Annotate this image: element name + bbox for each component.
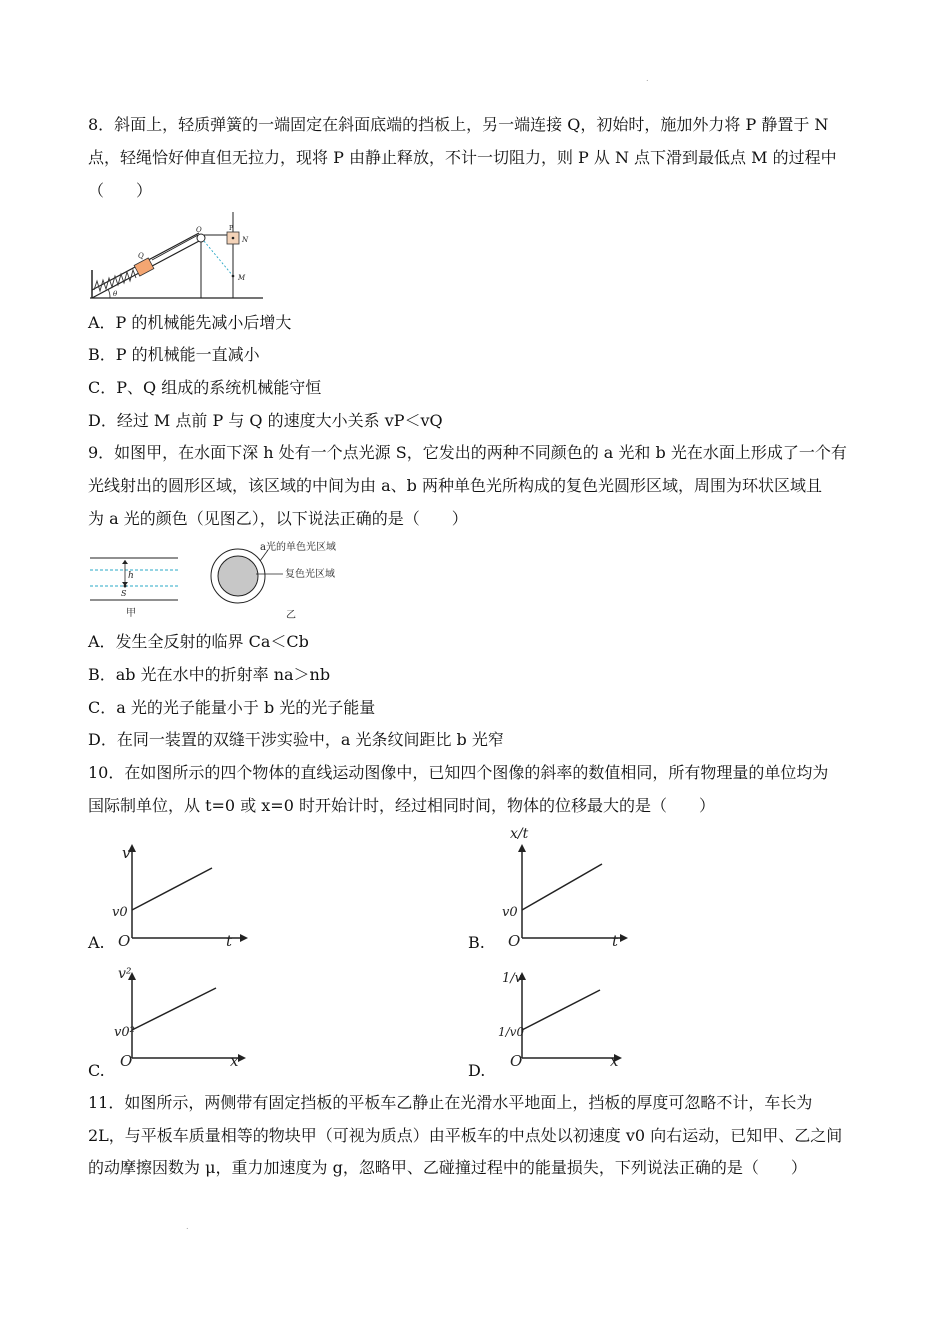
q9-label-a-region: a光的单色光区域 bbox=[260, 542, 336, 553]
q10-graph-d-intercept: 1/v0 bbox=[498, 1025, 525, 1039]
q10-graph-b-origin: O bbox=[508, 932, 521, 950]
q10-graph-c-origin: O bbox=[120, 1052, 133, 1070]
q8-label-Q: Q bbox=[138, 252, 144, 260]
q9-label-mixed-region: 复色光区域 bbox=[285, 569, 335, 580]
q10-graph-d-y-axis: 1/v bbox=[502, 971, 522, 986]
q8-stem-line1: 8．斜面上，轻质弹簧的一端固定在斜面底端的挡板上，另一端连接 Q，初始时，施加外力将 P 静置于 N bbox=[88, 115, 829, 134]
q10-graph-d-origin: O bbox=[510, 1052, 523, 1070]
scan-dot: . bbox=[646, 74, 649, 83]
q11-stem-line1: 11．如图所示，两侧带有固定挡板的平板车乙静止在光滑水平地面上，挡板的厚度可忽略不计，车长为 bbox=[88, 1093, 813, 1112]
q10-graph-c-y-axis: v² bbox=[118, 966, 132, 982]
q10-graph-a-intercept: v0 bbox=[112, 905, 128, 920]
q9-option-b: B．ab 光在水中的折射率 na＞nb bbox=[88, 665, 331, 684]
q9-label-h: h bbox=[128, 571, 134, 581]
q8-label-theta: θ bbox=[113, 290, 118, 298]
q8-option-d: D．经过 M 点前 P 与 Q 的速度大小关系 vP＜vQ bbox=[88, 411, 443, 430]
q11-stem-line3: 的动摩擦因数为 μ，重力加速度为 g，忽略甲、乙碰撞过程中的能量损失，下列说法正确的是（ ） bbox=[88, 1158, 807, 1177]
q9-option-c: C．a 光的光子能量小于 b 光的光子能量 bbox=[88, 698, 376, 717]
q10-graph-a-origin: O bbox=[118, 932, 131, 950]
q10-stem-line2: 国际制单位，从 t=0 或 x=0 时开始计时，经过相同时间，物体的位移最大的是（ ） bbox=[88, 796, 715, 815]
q10-graph-d bbox=[496, 960, 636, 1070]
q10-graph-c-intercept: v0² bbox=[114, 1025, 135, 1040]
q10-stem-line1: 10．在如图所示的四个物体的直线运动图像中，已知四个图像的斜率的数值相同，所有物理量的单位均为 bbox=[88, 763, 829, 782]
q10-graph-c bbox=[110, 960, 250, 1070]
q9-label-S: S bbox=[121, 589, 127, 598]
q8-option-b: B．P 的机械能一直减小 bbox=[88, 345, 260, 364]
q8-stem-line3: （ ） bbox=[88, 181, 153, 200]
q8-option-c: C．P、Q 组成的系统机械能守恒 bbox=[88, 378, 322, 397]
q8-label-O: O bbox=[196, 226, 202, 234]
q9-stem-line2: 光线射出的圆形区域，该区域的中间为由 a、b 两种单色光所构成的复色光圆形区域，周围为环状区域且 bbox=[88, 476, 822, 495]
q11-stem-line2: 2L，与平板车质量相等的物块甲（可视为质点）由平板车的中点处以初速度 v0 向右运动，已知甲、乙之间 bbox=[88, 1126, 843, 1145]
q10-graph-b-x-axis: t bbox=[612, 932, 619, 950]
q10-graph-a bbox=[110, 840, 250, 950]
q8-label-N: N bbox=[242, 236, 249, 244]
q10-graph-a-label: A. bbox=[88, 933, 105, 952]
q8-label-P: P bbox=[229, 225, 234, 232]
q10-graph-c-label: C. bbox=[88, 1061, 105, 1080]
q9-label-yi: 乙 bbox=[286, 610, 296, 621]
q9-option-a: A．发生全反射的临界 Ca＜Cb bbox=[88, 632, 309, 651]
q8-label-M: M bbox=[238, 274, 246, 282]
q10-graph-b-label: B. bbox=[468, 933, 485, 952]
q10-graph-d-x-axis: x bbox=[610, 1052, 619, 1070]
q9-light-source-figure bbox=[88, 536, 378, 624]
scan-dot-bottom: . bbox=[186, 1222, 189, 1231]
q9-stem-line3: 为 a 光的颜色（见图乙），以下说法正确的是（ ） bbox=[88, 509, 468, 528]
q8-stem-line2: 点，轻绳恰好伸直但无拉力，现将 P 由静止释放，不计一切阻力，则 P 从 N 点下滑到最低点 M 的过程中 bbox=[88, 148, 837, 167]
q10-graph-a-y-axis: v bbox=[122, 844, 131, 862]
q10-graph-d-label: D. bbox=[468, 1061, 486, 1080]
q10-graph-b-intercept: v0 bbox=[502, 905, 518, 920]
q8-option-a: A．P 的机械能先减小后增大 bbox=[88, 313, 292, 332]
q9-stem-line1: 9．如图甲，在水面下深 h 处有一个点光源 S，它发出的两种不同颜色的 a 光和 b 光在水面上形成了一个有 bbox=[88, 443, 847, 462]
q10-graph-b bbox=[500, 826, 640, 950]
q8-incline-figure bbox=[88, 208, 268, 303]
q9-option-d: D．在同一装置的双缝干涉实验中，a 光条纹间距比 b 光窄 bbox=[88, 730, 504, 749]
q10-graph-a-x-axis: t bbox=[226, 932, 233, 950]
q9-label-jia: 甲 bbox=[126, 608, 136, 619]
q10-graph-b-y-axis: x/t bbox=[510, 826, 529, 842]
q10-graph-c-x-axis: x bbox=[230, 1052, 239, 1070]
